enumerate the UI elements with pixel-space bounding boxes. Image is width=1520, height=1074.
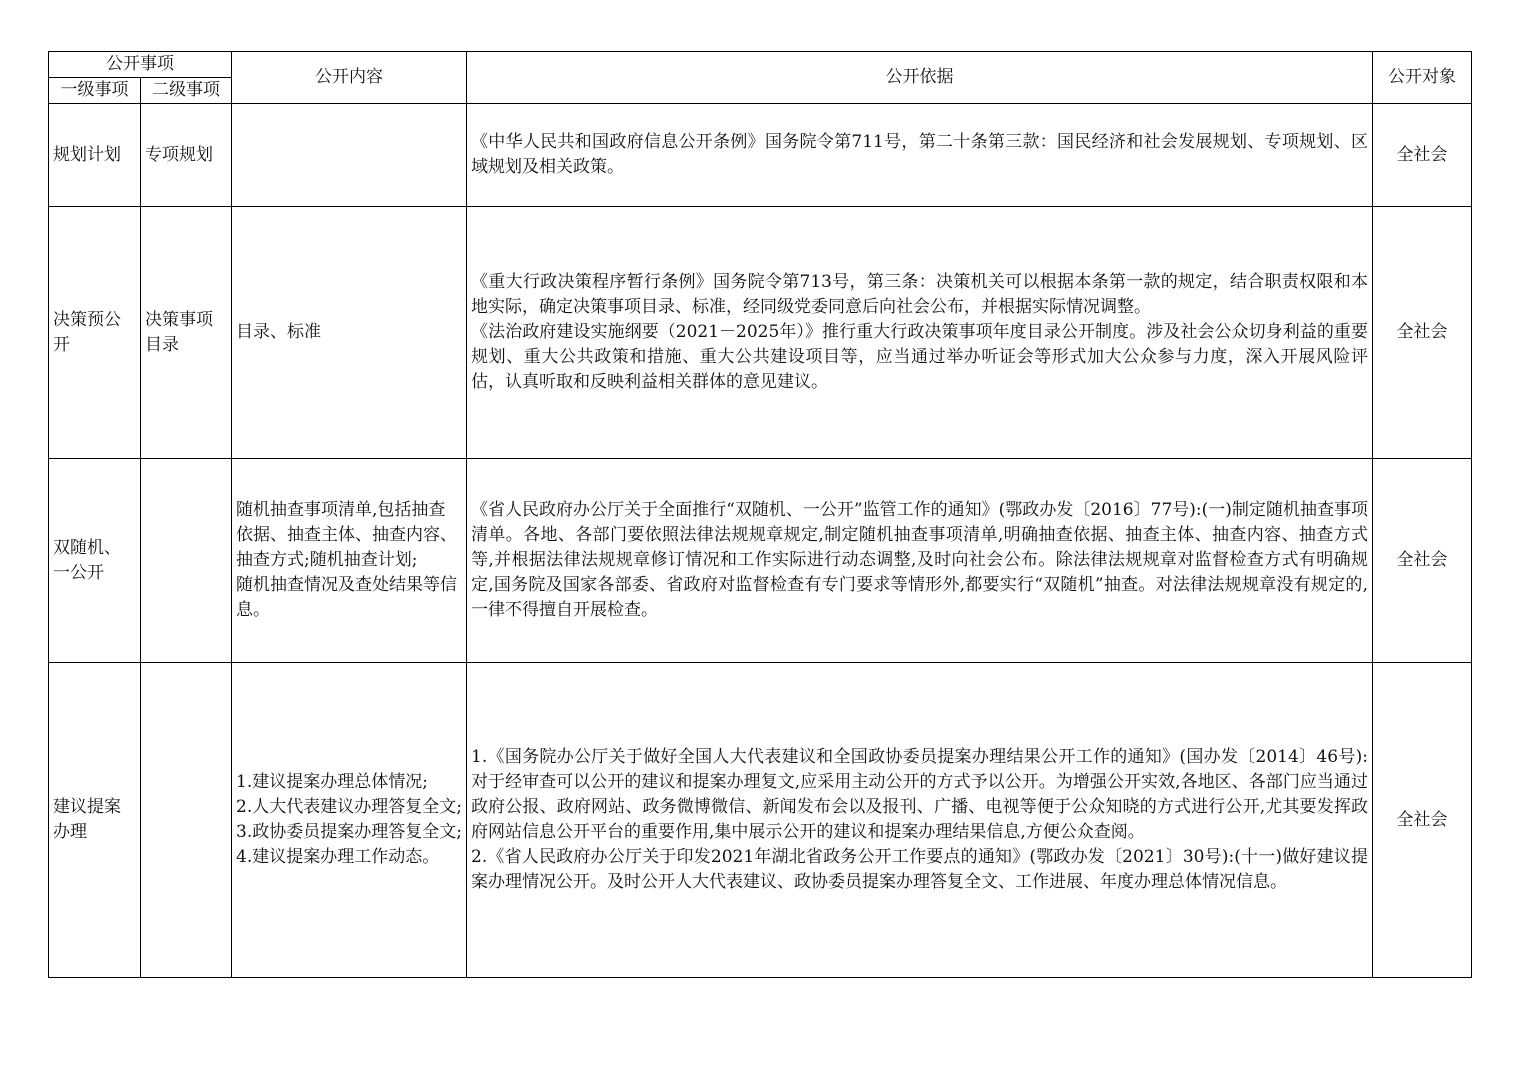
table-row <box>49 207 1472 459</box>
level1-cell: 建议提案办理 <box>49 663 141 978</box>
target-cell: 全社会 <box>1373 104 1472 207</box>
table-row <box>49 459 1472 663</box>
basis-paragraph: 《法治政府建设实施纲要（2021－2025年）》推行重大行政决策事项年度目录公开制度。涉及社会公众切身利益的重要规划、重大公共政策和措施、重大公共建设项目等，应当通过举办听证会等形式加大公众参与力度，深入开展风险评估，认真听取和反映利益相关群体的意见建议。 <box>471 322 1368 392</box>
level2-cell: 专项规划 <box>141 104 232 207</box>
basis-cell <box>467 663 1373 978</box>
target-cell: 全社会 <box>1373 459 1472 663</box>
header-content: 公开内容 <box>232 52 467 104</box>
level1-cell: 规划计划 <box>49 104 141 207</box>
header-basis: 公开依据 <box>467 52 1373 104</box>
basis-paragraph: 《中华人民共和国政府信息公开条例》国务院令第711号，第二十条第三款：国民经济和社会发展规划、专项规划、区域规划及相关政策。 <box>471 132 1368 177</box>
content-cell <box>232 104 467 207</box>
level1-cell: 决策预公开 <box>49 207 141 459</box>
target-cell: 全社会 <box>1373 663 1472 978</box>
content-paragraph: 3.政协委员提案办理答复全文; <box>236 822 462 842</box>
header-level2: 二级事项 <box>141 78 232 104</box>
header-target: 公开对象 <box>1373 52 1472 104</box>
basis-paragraph: 2.《省人民政府办公厅关于印发2021年湖北省政务公开工作要点的通知》(鄂政办发〔2021〕30号):(十一)做好建议提案办理情况公开。及时公开人大代表建议、政协委员提案办理答复全文、工作进展、年度办理总体情况信息。 <box>471 847 1368 892</box>
content-paragraph: 4.建议提案办理工作动态。 <box>236 847 440 867</box>
content-cell <box>232 207 467 459</box>
level2-cell <box>141 459 232 663</box>
level2-cell <box>141 663 232 978</box>
basis-cell <box>467 459 1373 663</box>
content-paragraph: 目录、标准 <box>236 322 321 342</box>
basis-cell <box>467 104 1373 207</box>
header-group: 公开事项 <box>49 52 232 78</box>
table-row <box>49 104 1472 207</box>
basis-paragraph: 《重大行政决策程序暂行条例》国务院令第713号，第三条：决策机关可以根据本条第一款的规定，结合职责权限和本地实际，确定决策事项目录、标准，经同级党委同意后向社会公布，并根据实际情况调整。 <box>471 272 1368 317</box>
basis-paragraph: 《省人民政府办公厅关于全面推行“双随机、一公开”监管工作的通知》(鄂政办发〔2016〕77号):(一)制定随机抽查事项清单。各地、各部门要依照法律法规规章规定,制定随机抽查事项清单,明确抽查依据、抽查主体、抽查内容、抽查方式等,并根据法律法规规章修订情况和工作实际进行动态调整,及时向社会公布。除法律法规规章对监督检查方式有明确规定,国务院及国家各部委、省政府对监督检查有专门要求等情形外,都要实行“双随机”抽查。对法律法规规章没有规定的,一律不得擅自开展检查。 <box>471 500 1368 620</box>
content-cell <box>232 663 467 978</box>
content-paragraph: 随机抽查事项清单,包括抽查依据、抽查主体、抽查内容、抽查方式;随机抽查计划; <box>236 500 457 570</box>
disclosure-table <box>48 51 1472 978</box>
header-row-top <box>49 52 1472 78</box>
level2-cell: 决策事项目录 <box>141 207 232 459</box>
basis-paragraph: 1.《国务院办公厅关于做好全国人大代表建议和全国政协委员提案办理结果公开工作的通知》(国办发〔2014〕46号):对于经审查可以公开的建议和提案办理复文,应采用主动公开的方式予以公开。为增强公开实效,各地区、各部门应当通过政府公报、政府网站、政务微博微信、新闻发布会以及报刊、广播、电视等便于公众知晓的方式进行公开,尤其要发挥政府网站信息公开平台的重要作用,集中展示公开的建议和提案办理结果信息,方便公众查阅。 <box>471 747 1368 842</box>
basis-cell <box>467 207 1373 459</box>
table-row <box>49 663 1472 978</box>
level1-cell: 双随机、一公开 <box>49 459 141 663</box>
content-paragraph: 随机抽查情况及查处结果等信息。 <box>236 575 457 620</box>
content-paragraph: 2.人大代表建议办理答复全文; <box>236 797 462 817</box>
target-cell: 全社会 <box>1373 207 1472 459</box>
content-cell <box>232 459 467 663</box>
content-paragraph: 1.建议提案办理总体情况; <box>236 772 428 792</box>
header-level1: 一级事项 <box>49 78 141 104</box>
